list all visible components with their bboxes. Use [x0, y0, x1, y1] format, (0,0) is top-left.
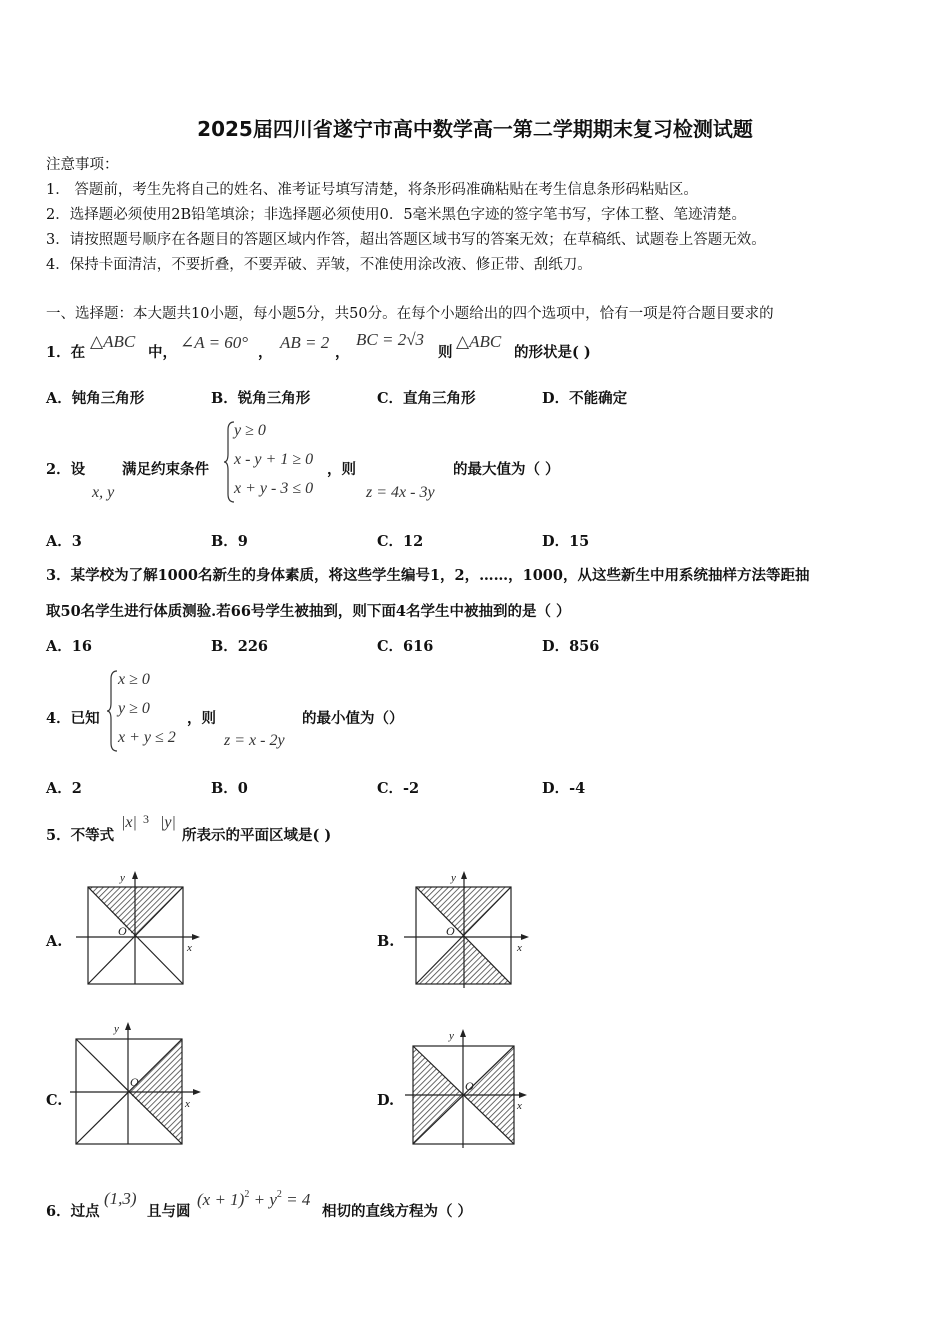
notes-heading: 注意事项：	[46, 157, 119, 173]
q2-constraint: x - y + 1 ≥ 0	[234, 451, 314, 468]
q1-math-triangle: △ABC	[90, 332, 136, 351]
q3-option-c[interactable]: C．616	[377, 638, 434, 655]
q1-text: ，	[335, 344, 350, 361]
q6-math-circle: $(x + 1)^2 + y^2 = 4$	[197, 1189, 311, 1209]
q1-option-a[interactable]: A．钝角三角形	[46, 390, 145, 407]
arrow-icon	[521, 934, 529, 940]
axis-label-x: x	[517, 1100, 522, 1112]
arrow-icon	[192, 934, 200, 940]
axis-label-y: y	[449, 1030, 454, 1042]
section-heading: 一、选择题：本大题共10小题，每小题5分，共50分。在每个小题给出的四个选项中，恰有一项是符合题目要求的	[46, 306, 774, 322]
q4-option-b[interactable]: B．0	[211, 780, 248, 797]
arrow-icon	[460, 1029, 466, 1037]
q4-constraint: x + y ≤ 2	[118, 729, 176, 746]
q1-math-bc: BC = 2√3	[356, 330, 425, 349]
note-item: 1． 答题前，考生先将自己的姓名、准考证号填写清楚，将条形码准确粘贴在考生信息条形码粘贴区。	[46, 182, 698, 198]
q1-math-ab: AB = 2	[280, 333, 330, 352]
origin-label: O	[465, 1079, 474, 1093]
q5-option-d[interactable]: D.	[377, 1092, 395, 1109]
axis-label-x: x	[517, 942, 522, 954]
q5-option-a[interactable]: A.	[46, 933, 63, 950]
q6-text: 相切的直线方程为（ ）	[322, 1203, 473, 1220]
figure-a	[76, 871, 200, 984]
q6-math-point: (1,3)	[104, 1189, 137, 1208]
q4-option-a[interactable]: A．2	[46, 780, 82, 797]
q1-number: 1．在	[46, 344, 86, 361]
q4-text: ，则	[187, 710, 216, 727]
q5-number: 5．不等式	[46, 827, 115, 844]
axis-label-x: x	[185, 1098, 190, 1110]
q6-text: 且与圆	[147, 1203, 191, 1220]
q1-math-triangle: △ABC	[456, 332, 502, 351]
q5-option-c[interactable]: C.	[46, 1092, 63, 1109]
q2-constraint: y ≥ 0	[234, 422, 266, 439]
q4-text: 的最小值为（）	[302, 710, 404, 727]
q3-text: 取50名学生进行体质测验.若66号学生被抽到，则下面4名学生中被抽到的是（ ）	[46, 603, 571, 620]
q3-option-d[interactable]: D．856	[542, 638, 600, 655]
page-title: 2025届四川省遂宁市高中数学高一第二学期期末复习检测试题	[197, 117, 753, 141]
q4-objective: z = x - 2y	[224, 732, 285, 749]
axis-label-x: x	[187, 942, 192, 954]
q3-text: 3．某学校为了解1000名新生的身体素质，将这些学生编号1，2，……，1000，从这些新生中用系统抽样方法等距抽	[46, 567, 810, 584]
q2-text: 满足约束条件	[122, 461, 209, 478]
q4-constraint: x ≥ 0	[118, 671, 150, 688]
axis-label-y: y	[451, 872, 456, 884]
q2-vars: x, y	[92, 484, 115, 501]
q3-option-a[interactable]: A．16	[46, 638, 92, 655]
arrow-icon	[193, 1089, 201, 1095]
q2-text: ，则	[327, 461, 356, 478]
q5-math: 3	[143, 812, 149, 826]
origin-label: O	[118, 924, 127, 938]
q5-option-b[interactable]: B.	[377, 933, 395, 950]
q2-text: 的最大值为（ ）	[453, 461, 560, 478]
q1-option-c[interactable]: C．直角三角形	[377, 390, 476, 407]
q2-option-a[interactable]: A．3	[46, 533, 82, 550]
q1-option-b[interactable]: B．锐角三角形	[211, 390, 311, 407]
axis-label-y: y	[120, 872, 125, 884]
q2-number: 2．设	[46, 461, 86, 478]
arrow-icon	[519, 1092, 527, 1098]
q2-option-c[interactable]: C．12	[377, 533, 424, 550]
origin-label: O	[446, 924, 455, 938]
q2-objective: z = 4x - 3y	[366, 484, 435, 501]
q5-math: |y|	[160, 814, 176, 831]
q5-math: |x|	[121, 814, 137, 831]
axis-label-y: y	[114, 1023, 119, 1035]
arrow-icon	[461, 871, 467, 879]
q6-number: 6．过点	[46, 1203, 100, 1220]
q1-option-d[interactable]: D．不能确定	[542, 390, 628, 407]
q2-option-b[interactable]: B．9	[211, 533, 248, 550]
q4-option-c[interactable]: C．-2	[377, 780, 420, 797]
note-item: 3．请按照题号顺序在各题目的答题区域内作答，超出答题区域书写的答案无效；在草稿纸、试题卷上答题无效。	[46, 232, 766, 248]
arrow-icon	[132, 871, 138, 879]
note-item: 2．选择题必须使用2B铅笔填涂；非选择题必须使用0．5毫米黑色字迹的签字笔书写，字体工整、笔迹清楚。	[46, 207, 747, 223]
q1-text: ，	[258, 344, 273, 361]
note-item: 4．保持卡面清洁，不要折叠，不要弄破、弄皱，不准使用涂改液、修正带、刮纸刀。	[46, 257, 592, 273]
q1-text: 中，	[148, 344, 177, 361]
q4-option-d[interactable]: D．-4	[542, 780, 586, 797]
q5-text: 所表示的平面区域是( )	[182, 827, 332, 844]
q1-math-angle: ∠A = 60°	[180, 333, 249, 352]
q4-number: 4．已知	[46, 710, 100, 727]
figure-b	[404, 871, 529, 988]
arrow-icon	[125, 1022, 131, 1030]
q3-option-b[interactable]: B．226	[211, 638, 269, 655]
q1-text: 则	[438, 344, 453, 361]
q1-text: 的形状是( )	[514, 344, 591, 361]
q4-constraint: y ≥ 0	[118, 700, 150, 717]
q2-constraint: x + y - 3 ≤ 0	[234, 480, 314, 497]
origin-label: O	[130, 1075, 139, 1089]
q2-option-d[interactable]: D．15	[542, 533, 590, 550]
